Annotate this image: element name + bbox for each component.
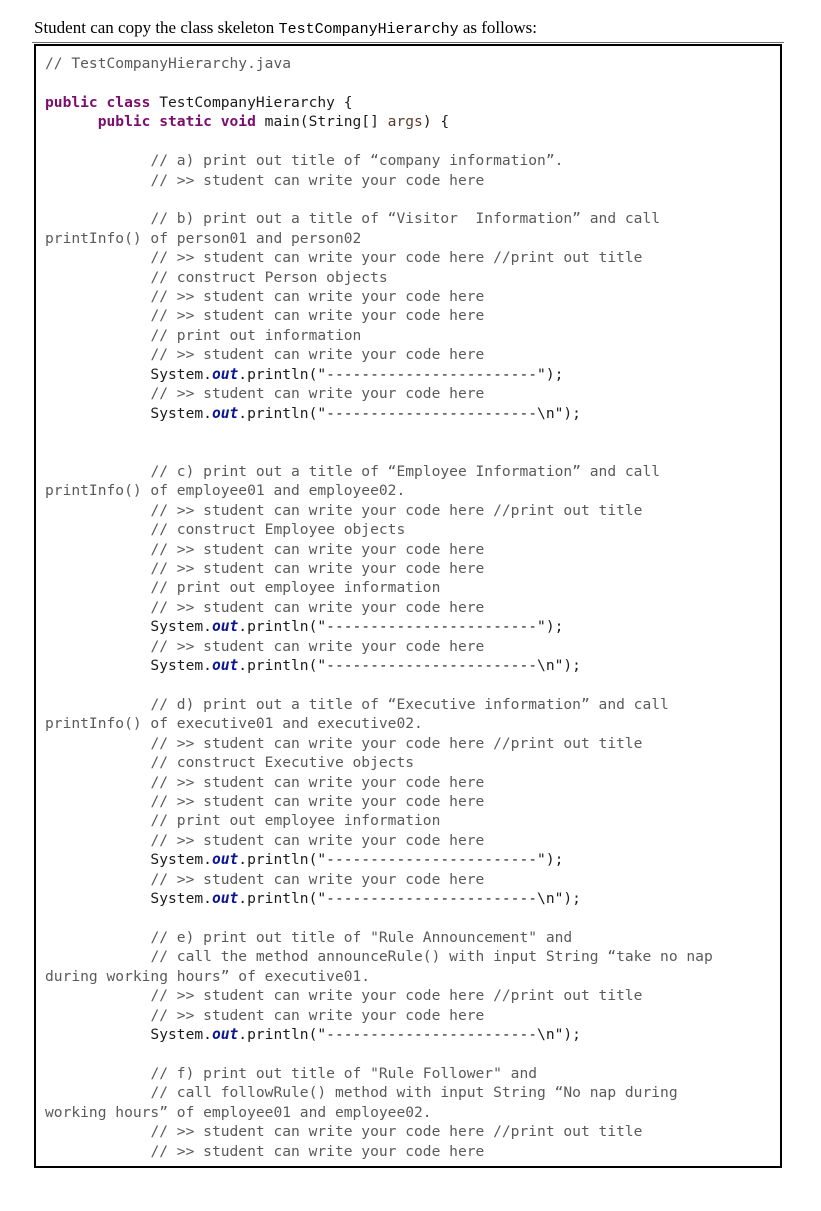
code-token: // >> student can write your code here //print out title: [150, 501, 643, 519]
code-line: [45, 1006, 713, 1025]
code-token: // >> student can write your code here: [150, 773, 485, 791]
code-token: System.: [45, 404, 212, 422]
code-token: // >> student can write your code here: [150, 793, 485, 811]
code-line: [45, 559, 713, 578]
code-token: // >> student can write your code here: [150, 307, 485, 325]
code-token: // >> student can write your code here //print out title: [150, 987, 643, 1005]
code-line: [45, 287, 713, 306]
code-token: printInfo() of employee01 and employee02.: [45, 482, 406, 500]
code-token: out: [211, 404, 239, 422]
code-token: [45, 1143, 150, 1160]
code-token: // construct Executive objects: [150, 754, 415, 772]
code-token: // >> student can write your code here //print out title: [150, 249, 643, 267]
code-token: [45, 346, 150, 363]
code-token: // >> student can write your code here: [150, 288, 485, 306]
code-token: System.: [45, 657, 212, 675]
code-line: [45, 384, 713, 403]
intro-text: [34, 18, 537, 38]
code-line: [45, 1142, 713, 1161]
code-token: [45, 599, 150, 616]
code-token: working hours” of employee01 and employee02.: [45, 1103, 432, 1121]
code-line: [45, 909, 713, 928]
code-token: [45, 288, 150, 305]
code-token: // print out information: [150, 326, 362, 344]
code-token: printInfo() of person01 and person02: [45, 229, 362, 247]
code-token: [45, 638, 150, 655]
code-token: [45, 1065, 150, 1082]
code-token: .println("------------------------");: [238, 618, 564, 636]
code-token: out: [211, 851, 239, 869]
code-token: [45, 812, 150, 829]
code-line: [45, 714, 713, 733]
code-token: // b) print out a title of “Visitor Information” and call: [150, 210, 661, 228]
code-line: [45, 850, 713, 869]
code-line: [45, 481, 713, 500]
code-line: [45, 442, 713, 461]
code-token: public static void: [97, 113, 256, 131]
code-token: System.: [45, 851, 212, 869]
code-token: [45, 929, 150, 946]
code-token: // >> student can write your code here: [150, 559, 485, 577]
code-token: [45, 1007, 150, 1024]
code-token: main(String[]: [255, 113, 388, 131]
code-line: [45, 151, 713, 170]
intro-before: Student can copy the class skeleton: [34, 18, 279, 37]
code-line: [45, 889, 713, 908]
code-token: [45, 463, 150, 480]
code-token: // TestCompanyHierarchy.java: [45, 55, 292, 72]
code-token: // e) print out title of "Rule Announcement" and: [150, 928, 573, 946]
code-token: // print out employee information: [150, 812, 441, 830]
code-token: .println("------------------------");: [238, 851, 564, 869]
code-token: [45, 1084, 150, 1101]
code-token: // call the method announceRule() with input String “take no nap: [150, 948, 713, 966]
code-line: [45, 462, 713, 481]
code-token: [45, 152, 150, 169]
code-line: [45, 967, 713, 986]
code-token: // >> student can write your code here: [150, 870, 485, 888]
code-line: [45, 695, 713, 714]
code-token: printInfo() of executive01 and executive02.: [45, 715, 423, 733]
code-token: // a) print out title of “company information”.: [150, 152, 564, 170]
code-token: [45, 327, 150, 344]
code-line: [45, 734, 713, 753]
code-token: .println("------------------------");: [238, 365, 564, 383]
code-line: [45, 190, 713, 209]
code-token: // >> student can write your code here: [150, 540, 485, 558]
code-line: [45, 637, 713, 656]
code-token: args: [387, 113, 423, 131]
code-token: [45, 696, 150, 713]
code-line: [45, 617, 713, 636]
code-line: [45, 1025, 713, 1044]
code-line: [45, 326, 713, 345]
code-line: [45, 753, 713, 772]
code-token: [45, 1123, 150, 1140]
code-line: [45, 656, 713, 675]
code-line: [45, 501, 713, 520]
code-token: [45, 948, 150, 965]
intro-after: as follows:: [458, 18, 537, 37]
code-token: [45, 832, 150, 849]
code-token: .println("------------------------\n");: [238, 404, 581, 422]
code-line: [45, 404, 713, 423]
class-name-code: TestCompanyHierarchy: [278, 21, 459, 38]
code-line: [45, 1064, 713, 1083]
code-line: [45, 1045, 713, 1064]
code-token: [45, 502, 150, 519]
code-token: // >> student can write your code here: [150, 385, 485, 403]
code-line: [45, 1083, 713, 1102]
code-token: System.: [45, 1026, 212, 1044]
code-token: // >> student can write your code here: [150, 346, 485, 364]
code-token: // c) print out a title of “Employee Information” and call: [150, 462, 661, 480]
code-line: [45, 345, 713, 364]
code-token: [45, 385, 150, 402]
code-token: .println("------------------------\n");: [238, 890, 581, 908]
code-token: during working hours” of executive01.: [45, 967, 371, 985]
code-line: [45, 209, 713, 228]
code-box: [34, 44, 782, 1168]
code-token: System.: [45, 618, 212, 636]
code-line: [45, 676, 713, 695]
code-token: // >> student can write your code here //print out title: [150, 1123, 643, 1141]
code-line: [45, 947, 713, 966]
code-token: [45, 269, 150, 286]
code-line: [45, 132, 713, 151]
code-token: // f) print out title of "Rule Follower" and: [150, 1064, 538, 1082]
code-token: // print out employee information: [150, 579, 441, 597]
code-line: [45, 365, 713, 384]
code-token: [45, 560, 150, 577]
code-token: // >> student can write your code here: [150, 831, 485, 849]
code-line: [45, 248, 713, 267]
code-line: [45, 811, 713, 830]
code-token: .println("------------------------\n");: [238, 1026, 581, 1044]
code-line: [45, 423, 713, 442]
code-token: out: [211, 890, 239, 908]
code-token: // >> student can write your code here //print out title: [150, 734, 643, 752]
code-line: [45, 928, 713, 947]
code-token: [45, 774, 150, 791]
code-token: [45, 735, 150, 752]
code-line: [45, 73, 713, 92]
code-line: [45, 229, 713, 248]
code-token: [45, 521, 150, 538]
code-token: System.: [45, 365, 212, 383]
code-token: [45, 579, 150, 596]
code-token: public class: [45, 93, 151, 111]
code-token: [45, 210, 150, 227]
code-line: [45, 1103, 713, 1122]
code-token: [45, 172, 150, 189]
code-line: [45, 598, 713, 617]
code-line: [45, 54, 713, 73]
code-line: [45, 306, 713, 325]
code-token: [45, 754, 150, 771]
code-token: out: [211, 618, 239, 636]
code-line: [45, 792, 713, 811]
code-token: [45, 871, 150, 888]
code-token: System.: [45, 890, 212, 908]
code-line: [45, 171, 713, 190]
code-token: // >> student can write your code here: [150, 598, 485, 616]
code-token: // >> student can write your code here: [150, 171, 485, 189]
code-token: // construct Employee objects: [150, 521, 406, 539]
code-line: [45, 93, 713, 112]
code-token: out: [211, 365, 239, 383]
code-token: out: [211, 1026, 239, 1044]
code-token: out: [211, 657, 239, 675]
code-token: [45, 987, 150, 1004]
code-token: ) {: [422, 113, 450, 131]
code-line: [45, 773, 713, 792]
code-token: [45, 793, 150, 810]
code-token: [45, 249, 150, 266]
code-line: [45, 986, 713, 1005]
code-listing: [45, 54, 713, 1161]
code-token: // call followRule() method with input String “No nap during: [150, 1084, 678, 1102]
code-token: // d) print out a title of “Executive information” and call: [150, 695, 669, 713]
code-line: [45, 578, 713, 597]
code-line: [45, 268, 713, 287]
code-token: [45, 541, 150, 558]
code-line: [45, 540, 713, 559]
code-line: [45, 870, 713, 889]
code-token: [45, 307, 150, 324]
code-line: [45, 831, 713, 850]
code-token: // >> student can write your code here: [150, 1006, 485, 1024]
code-token: .println("------------------------\n");: [238, 657, 581, 675]
divider-line: [32, 42, 784, 43]
code-token: [45, 113, 98, 130]
code-line: [45, 1122, 713, 1141]
code-token: // construct Person objects: [150, 268, 388, 286]
code-token: TestCompanyHierarchy {: [150, 93, 353, 111]
code-line: [45, 520, 713, 539]
code-line: [45, 112, 713, 131]
code-token: // >> student can write your code here: [150, 1142, 485, 1160]
code-token: // >> student can write your code here: [150, 637, 485, 655]
